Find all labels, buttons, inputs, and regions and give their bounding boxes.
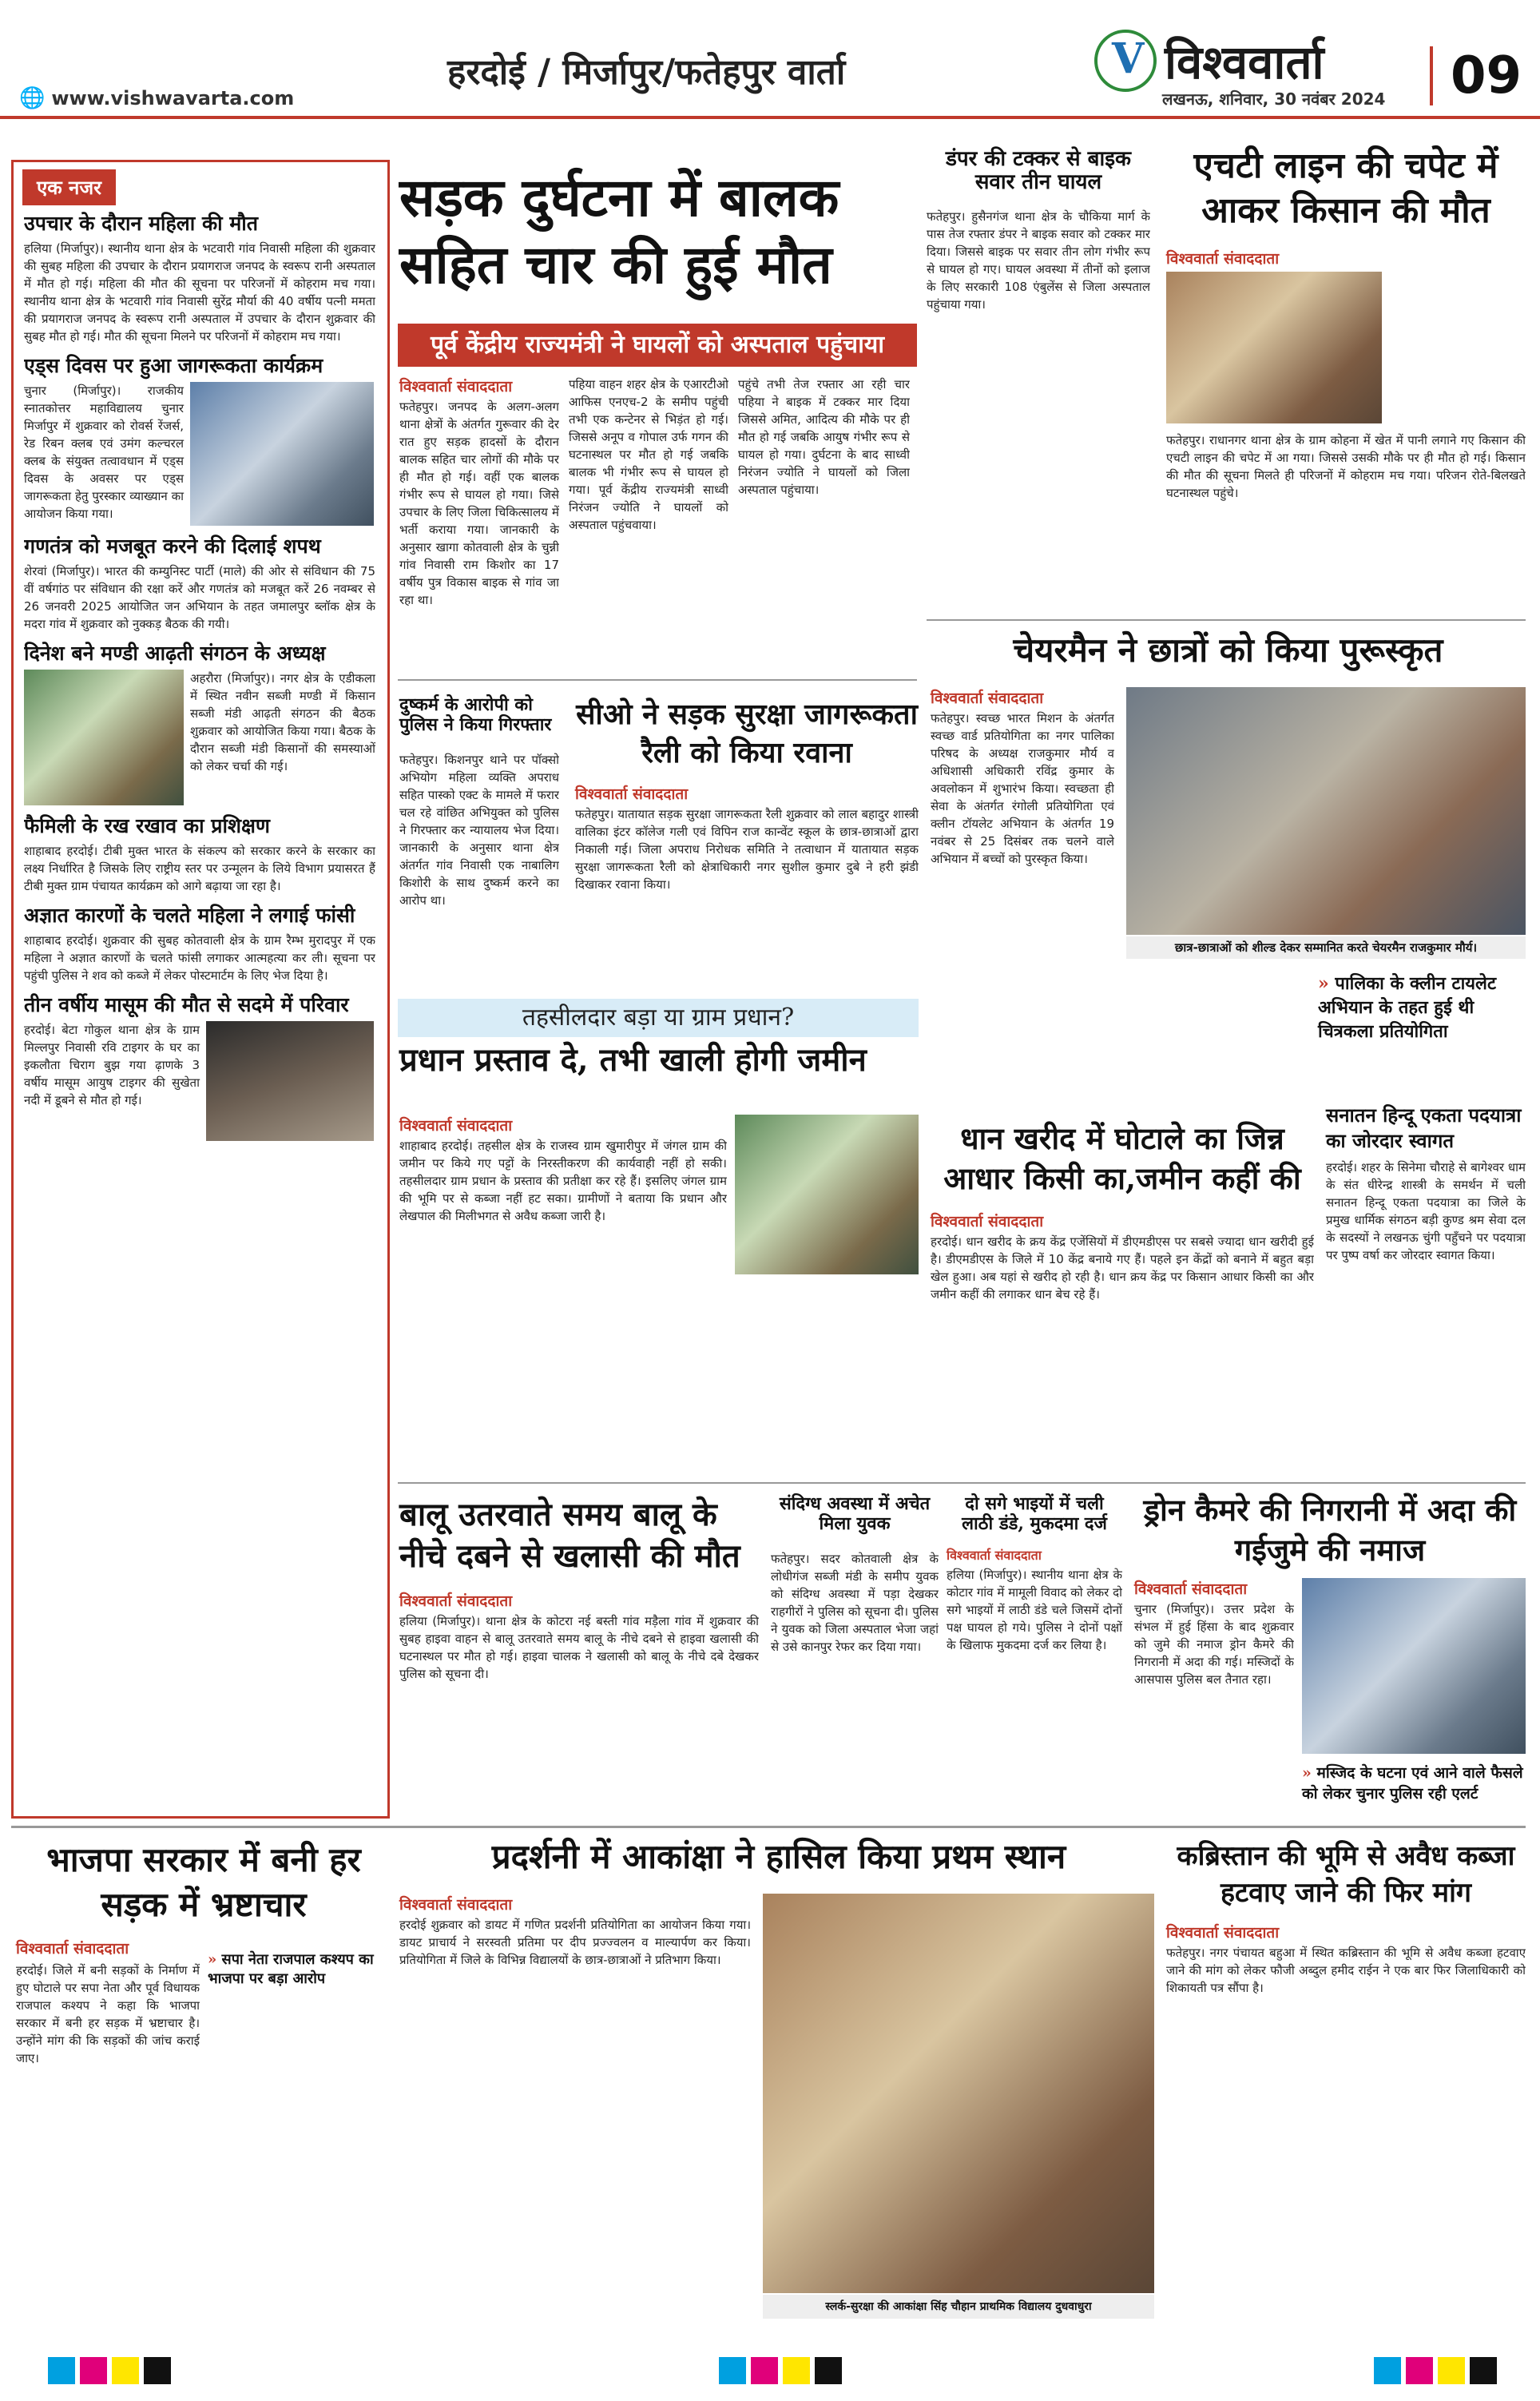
exhibition-body: हरदोई शुक्रवार को डायट में गणित प्रदर्शनी प्रतियोगिता का आयोजन किया गया। डायट प्राचार्य ने सरस्वती प्रतिमा पर दीप प्रज्ज्वलन व माल्यार्पण कर किया। प्रतियोगिता में जिले के विभिन्न विद्यालयों के छात्र-छात्राओं ने प्रतिभाग किया।: [399, 1918, 751, 1967]
exhibition-head: प्रदर्शनी में आकांक्षा ने हासिल किया प्रथम स्थान: [491, 1837, 1066, 1876]
drone-callout-text: मस्जिद के घटना एवं आने वाले फैसले को लेकर चुनार पुलिस रही एलर्ट: [1302, 1764, 1523, 1803]
dushkarm-body: फतेहपुर। किशनपुर थाने पर पॉक्सो अभियोग महिला व्यक्ति अपराध सहित पास्को एक्ट के मामले में फरार चल रहे वांछित अभियुक्त को पुलिस ने गिरफ्तार कर न्यायालय भेज दिया। जानकारी के अनुसार थाना क्षेत्र अंतर्गत गांव निवासी एक नाबालिग किशोरी के साथ दुष्कर्म करने का आरोप था।: [399, 753, 559, 908]
left-story-4-head: दिनेश बने मण्डी आढ़ती संगठन के अध्यक्ष: [24, 642, 326, 665]
exhibition-byline: विश्ववार्ता संवाददाता: [399, 1896, 513, 1914]
htline-byline: विश्ववार्ता संवाददाता: [1166, 250, 1280, 268]
chairman-body: फतेहपुर। स्वच्छ भारत मिशन के अंतर्गत स्वच्छ वार्ड प्रतियोगिता का नगर पालिका परिषद के अध्यक्ष राजकुमार मौर्य व अधिशासी अधिकारी रविंद्र कुमार के अवलोकन में शुभारंभ किया। स्वच्छता ही सेवा के अंतर्गत रंगोली प्रतियोगिता एवं क्लीन टॉयलेट अभियान के अंतर्गत 19 नवंबर से 25 दिसंबर तक चलने वाले अभियान में बच्चों को पुरस्कृत किया।: [931, 711, 1114, 866]
pradhan-kicker: तहसीलदार बड़ा या ग्राम प्रधान?: [398, 999, 919, 1037]
child-photo: [206, 1021, 374, 1141]
pradhan-body: शाहाबाद हरदोई। तहसील क्षेत्र के राजस्व ग्राम खुमारीपुर में जंगल ग्राम की जमीन पर किये गए पट्टों के निरस्तीकरण की कार्यवाही नहीं हो सकी। तहसीलदार ग्राम प्रधान के प्रस्ताव की प्रतीक्षा कर रहे हैं। इसलिए जंगल ग्राम की भूमि पर से कब्जा नहीं हट सका। ग्रामीणों ने बताया कि प्रधान और लेखपाल की मिलीभगत से अवैध कब्जा जारी है।: [399, 1139, 727, 1223]
black-swatch-3: [1470, 2357, 1497, 2384]
lead-byline: विश्ववार्ता संवाददाता: [399, 378, 513, 396]
chevron-right-icon: »: [208, 1951, 217, 1968]
section-divider-2: [927, 619, 1526, 621]
exhibition-photo-caption: स्लर्क-सुरक्षा की आकांक्षा सिंह चौहान प्राथमिक विद्यालय दुधवाधुरा: [763, 2295, 1154, 2319]
graveyard-head: कब्रिस्तान की भूमि से अवैध कब्जा हटवाए जाने की फिर मांग: [1177, 1840, 1515, 1909]
left-story-1-head: उपचार के दौरान महिला की मौत: [24, 212, 258, 235]
black-swatch: [144, 2357, 171, 2384]
website-link[interactable]: www.vishwavarta.com: [51, 87, 295, 109]
masthead: [0, 0, 1540, 120]
black-swatch-2: [815, 2357, 842, 2384]
left-story-6-head: अज्ञात कारणों के चलते महिला ने लगाई फांसी: [24, 904, 355, 927]
chevron-right-icon: »: [1318, 973, 1329, 994]
yellow-swatch-2: [783, 2357, 810, 2384]
graveyard-body: फतेहपुर। नगर पंचायत बहुआ में स्थित कब्रिस्तान की भूमि से अवैध कब्जा हटवाए जाने की मांग को लेकर फौजी अब्दुल हमीद राईन ने एक बार फिर जिलाधिकारी को शिकायती पत्र सौंपा है।: [1166, 1946, 1526, 1995]
co-rally-body: फतेहपुर। यातायात सड़क सुरक्षा जागरूकता रैली शुक्रवार को लाल बहादुर शास्त्री वालिका इंटर कॉलेज गली एवं विपिन राज कान्वेंट स्कूल के छात्र-छात्राओं द्वारा निकाली गई। जिला अपराध निरोधक समिति ने तत्वाधान में यातायात सड़क सुरक्षा जागरूकता रैली को क्षेत्राधिकारी नगर सुशील कुमार दुबे ने हरी झंडी दिखाकर रवाना किया।: [575, 807, 919, 892]
left-story-5-body: शाहाबाद हरदोई। टीबी मुक्त भारत के संकल्प को सरकार करने के सरकार का लक्ष्य निर्धारित है जिसके लिए राष्ट्रीय स्तर पर उन्मूलन के लिये विभाग प्रयासरत हैं टीबी मुक्त ग्राम पंचायत कार्यक्रम को आगे बढ़ाया जा रहा है।: [24, 844, 375, 893]
co-rally-byline: विश्ववार्ता संवाददाता: [575, 785, 689, 803]
left-story-7-head: तीन वर्षीय मासूम की मौत से सदमे में परिवार: [24, 993, 349, 1016]
lead-subhead: पूर्व केंद्रीय राज्यमंत्री ने घायलों को अस्पताल पहुंचाया: [398, 324, 917, 367]
bjp-callout-text: सपा नेता राजपाल कश्यप का भाजपा पर बड़ा आरोप: [208, 1951, 374, 1987]
cyan-swatch-2: [719, 2357, 746, 2384]
bjp-body: हरदोई। जिले में बनी सड़कों के निर्माण में हुए घोटाले पर सपा नेता और पूर्व विधायक राजपाल कश्यप ने कहा कि भाजपा सरकार में बनी हर सड़क में भ्रष्टाचार है। उन्होंने मांग की कि सड़कों की जांच कराई जाए।: [16, 1963, 200, 2065]
chairman-byline: विश्ववार्ता संवाददाता: [931, 690, 1044, 707]
left-story-7-body: हरदोई। बेटा गोकुल थाना क्षेत्र के ग्राम मिल्लपुर निवासी रवि टाइगर के घर का इकलौता चिराग बुझ गया ढ़ाणके 3 वर्षीय मासूम आयुष टाइगर की सुखेता नदी में डूबने से मौत हो गई।: [24, 1023, 200, 1107]
aids-day-photo: [190, 382, 374, 526]
chairman-photo-caption: छात्र-छात्राओं को शील्ड देकर सम्मानित करते चेयरमैन राजकुमार मौर्य।: [1126, 936, 1526, 959]
section-title: हरदोई / मिर्जापुर/फतेहपुर वार्ता: [447, 52, 846, 93]
co-rally-head: सीओ ने सड़क सुरक्षा जागरूकता रैली को किया रवाना: [576, 698, 918, 769]
drone-namaz-photo: [1302, 1578, 1526, 1754]
dushkarm-head: दुष्कर्म के आरोपी को पुलिस ने किया गिरफ्तार: [399, 694, 552, 735]
brothers-byline: विश्ववार्ता संवाददाता: [947, 1548, 1042, 1563]
ek-nazar-label: एक नजर: [22, 169, 116, 205]
exhibition-photo: [763, 1894, 1154, 2293]
drone-byline: विश्ववार्ता संवाददाता: [1134, 1580, 1248, 1598]
left-story-5-head: फैमिली के रख रखाव का प्रशिक्षण: [24, 814, 270, 837]
youth-head: संदिग्ध अवस्था में अचेत मिला युवक: [779, 1493, 931, 1534]
htline-body: फतेहपुर। राधानगर थाना क्षेत्र के ग्राम कोहना में खेत में पानी लगाने गए किसान की एचटी लाइन की चपेट में आ गया। जिससे उसकी मौके पर ही मौत हो गई। किसान की मौत की सूचना मिलते ही परिजनों में कोहराम मच गया। परिजन रोते-बिलखते घटनास्थल पहुंचे।: [1166, 433, 1526, 500]
lead-col-1: फतेहपुर। जनपद के अलग-अलग थाना क्षेत्रों के अंतर्गत गुरूवार की देर रात हुए सड़क हादसों के दौरान बालक सहित चार लोगों की मौके पर ही मौत हो गई। वहीं एक बालक गंभीर रूप से घायल हो गया। जिसे उपचार के लिए जिला चिकित्सालय में भर्ती कराया गया। जानकारी के अनुसार खागा कोतवाली क्षेत्र के चुन्नी गांव निवासी राम किशोर का 17 वर्षीय पुत्र विकास बाइक से गांव जा रहा था।: [399, 400, 559, 607]
magenta-swatch-3: [1406, 2357, 1433, 2384]
left-story-2-head: एड्स दिवस पर हुआ जागरूकता कार्यक्रम: [24, 354, 323, 377]
print-color-bar: [0, 2357, 1540, 2389]
dumper-body: फतेहपुर। हुसैनगंज थाना क्षेत्र के चौकिया मार्ग के पास तेज रफ्तार डंपर ने बाइक सवार को टक्कर मार दिया। जिससे बाइक पर सवार तीन लोग गंभीर रूप से घायल हो गए। घायल अवस्था में तीनों को इलाज के लिए सरकारी 108 एंबुलेंस से जिला अस्पताल पहुंचाया गया।: [927, 209, 1150, 312]
pradhan-byline: विश्ववार्ता संवाददाता: [399, 1117, 513, 1135]
brothers-head: दो सगे भाइयों में चली लाठी डंडे, मुकदमा दर्ज: [962, 1493, 1107, 1534]
htline-head: एचटी लाइन की चपेट में आकर किसान की मौत: [1193, 145, 1498, 231]
sand-byline: विश्ववार्ता संवाददाता: [399, 1592, 513, 1610]
mandi-meeting-photo: [24, 670, 184, 805]
chevron-right-icon: »: [1302, 1764, 1312, 1782]
cyan-swatch-3: [1374, 2357, 1401, 2384]
brand-name: विश्ववार्ता: [1165, 35, 1324, 89]
left-story-3-body: शेरवां (मिर्जापुर)। भारत की कम्युनिस्ट पार्टी (माले) की ओर से संविधान की 75 वीं वर्षगांठ पर संविधान की रक्षा करें और गणतंत्र को मजबूत करें 26 नवम्बर से 26 जनवरी 2025 आयोजित जन अभियान के तहत जमालपुर ब्लॉक क्षेत्र के मदरा गांव में शुक्रवार को नुक्कड़ बैठक की गयी।: [24, 564, 375, 631]
left-story-1-body: हलिया (मिर्जापुर)। स्थानीय थाना क्षेत्र के भटवारी गांव निवासी महिला की शुक्रवार की सुबह महिला की उपचार के दौरान प्रयागराज जनपद के स्वरूप रानी अस्पताल में मौत हो गई। महिला की मौत की सूचना पर परिजनों में कोहराम मच गया। स्थानीय थाना क्षेत्र के भटवारी गांव निवासी सुरेंद्र मौर्या की 40 वर्षीय पत्नी ममता की प्रयागराज जनपद के स्वरूप रानी अस्पताल में उपचार के दौरान शुक्रवार की सुबह मौत हो गई। मौत की सूचना मिलने पर परिजनों में कोहराम मच गया।: [24, 241, 375, 344]
chairman-head: चेयरमैन ने छात्रों को किया पुरूस्कृत: [1013, 630, 1443, 670]
graveyard-byline: विश्ववार्ता संवाददाता: [1166, 1924, 1280, 1942]
brand-logo: [1094, 29, 1324, 92]
chairman-callout: [1318, 971, 1526, 1043]
ek-nazar-tag: [22, 169, 116, 205]
pradhan-head: प्रधान प्रस्ताव दे, तभी खाली होगी जमीन: [399, 1041, 867, 1079]
left-column: [24, 209, 375, 1807]
bjp-head: भाजपा सरकार में बनी हर सड़क में भ्रष्टाचार: [46, 1840, 361, 1924]
paddy-body: हरदोई। धान खरीद के क्रय केंद्र एजेंसियों में डीएमडीएस पर सबसे ज्यादा धान खरीदी हुई है। डीएमडीएस के जिले में 10 केंद्र बनाये गए हैं। पहले इन केंद्रों को बनाने में बहुत बड़ा खेल हुआ। अब यहां से खरीद हो रही है। धान क्रय केंद्र पर किसान आधार किसी का और जमीन कहीं की लगाकर धान बेच रहे हैं।: [931, 1234, 1314, 1302]
section-divider-3: [398, 1482, 1526, 1484]
section-divider-4: [11, 1826, 1526, 1828]
drone-callout: [1302, 1762, 1526, 1803]
sanatan-head: सनातन हिन्दू एकता पदयात्रा का जोरदार स्वागत: [1326, 1103, 1522, 1152]
bjp-callout: [208, 1950, 391, 1988]
dateline: लखनऊ, शनिवार, 30 नवंबर 2024: [1162, 89, 1386, 109]
land-photo: [735, 1115, 919, 1274]
bjp-byline: विश्ववार्ता संवाददाता: [16, 1940, 129, 1958]
yellow-swatch: [112, 2357, 139, 2384]
paddy-byline: विश्ववार्ता संवाददाता: [931, 1213, 1044, 1230]
youth-body: फतेहपुर। सदर कोतवाली क्षेत्र के लोधीगंज सब्जी मंडी के समीप युवक को संदिग्ध अवस्था में पड़ा देखकर राहगीरों ने पुलिस को सूचना दी। पुलिस ने युवक को जिला अस्पताल भेजा जहां से उसे कानपुर रेफर कर दिया गया।: [771, 1552, 939, 1654]
sanatan-body: हरदोई। शहर के सिनेमा चौराहे से बागेश्वर धाम के संत धीरेन्द्र शास्त्री के समर्थन में चली सनातन हिन्दू एकता पदयात्रा का जिले के प्रमुख धार्मिक संगठन बड़ी कुण्ड श्रम सेवा दल के सदस्यों ने लखनऊ चुंगी पहुँचने पर पदयात्रा पर पुष्प वर्षा कर जोरदार स्वागत किया।: [1326, 1160, 1526, 1262]
drone-body: चुनार (मिर्जापुर)। उत्तर प्रदेश के संभल में हुई हिंसा के बाद शुक्रवार को जुमे की नमाज ड्रोन कैमरे की निगरानी में अदा की गई। मस्जिदों के आसपास पुलिस बल तैनात रहा।: [1134, 1602, 1294, 1687]
website-row: [19, 86, 294, 110]
yellow-swatch-3: [1438, 2357, 1465, 2384]
sand-head: बालू उतरवाते समय बालू के नीचे दबने से खलासी की मौत: [399, 1496, 740, 1575]
paddy-head: धान खरीद में घोटाले का जिन्न आधार किसी का,जमीन कहीं की: [943, 1120, 1301, 1196]
lead-col-3: पहुंचे तभी तेज रफ्तार आ रही चार पहिया ने बाइक में टक्कर मार दिया जिससे अमित, आदित्य की मौके पर ही मौत हो गई जबकि आयुष गंभीर रूप से घायल हो गया। दुर्घटना के बाद साध्वी निरंजन ज्योति ने घायलों को जिला अस्पताल पहुंचाया।: [738, 377, 910, 497]
section-divider-1: [398, 679, 917, 681]
sand-body: हलिया (मिर्जापुर)। थाना क्षेत्र के कोटरा नई बस्ती गांव मड़ैला गांव में शुक्रवार की सुबह हाइवा वाहन से बालू उतरवाते समय बालू के नीचे दबने से हाइवा खलासी की घटनास्थल पर मौत हो गई। हाइवा चालक ने खलासी को बालू के नीचे दबे देखकर पुलिस को सूचना दी।: [399, 1614, 759, 1681]
cyan-swatch: [48, 2357, 75, 2384]
magenta-swatch: [80, 2357, 107, 2384]
left-story-3-head: गणतंत्र को मजबूत करने की दिलाई शपथ: [24, 535, 321, 558]
brothers-body: हलिया (मिर्जापुर)। स्थानीय थाना क्षेत्र के कोटार गांव में मामूली विवाद को लेकर दो सगे भाइयों में लाठी डंडे चले जिसमें दोनों पक्ष घायल हो गये। पुलिस ने दोनों पक्षों के खिलाफ मुकदमा दर्ज कर लिया है।: [947, 1568, 1122, 1652]
chairman-award-photo: [1126, 687, 1526, 935]
left-story-4-body: अहरौरा (मिर्जापुर)। नगर क्षेत्र के एडीकला में स्थित नवीन सब्जी मण्डी में किसान सब्जी मंडी आढ़ती संगठन की बैठक शुक्रवार को आयोजित किया गया। बैठक के दौरान सब्जी मंडी किसानों की समस्याओं को लेकर चर्चा की गई।: [190, 671, 375, 773]
globe-icon: 🌐: [19, 86, 46, 110]
ht-line-photo: [1166, 272, 1382, 423]
dumper-head: डंपर की टक्कर से बाइक सवार तीन घायल: [946, 147, 1131, 195]
left-story-2-body: चुनार (मिर्जापुर)। राजकीय स्नातकोत्तर महाविद्यालय चुनार मिर्जापुर में शुक्रवार को रोवर्स रेंजर्स, रेड रिबन क्लब एवं उमंग कल्चरल क्लब के संयुक्त तत्वावधान में एड्स दिवस के अवसर पर एड्स जागरूकता हेतु पुरस्कार व्याख्यान का आयोजन किया गया।: [24, 384, 184, 521]
page-number: 09: [1430, 46, 1522, 105]
header-rule: [0, 116, 1540, 119]
lead-col-2: पहिया वाहन शहर क्षेत्र के एआरटीओ आफिस एनएच-2 के समीप पहुंची तभी एक कन्टेनर से भिड़ंत हो गई। जिससे अनूप व गोपाल उर्फ गगन की घटनास्थल पर मौत हो गई जबकि बालक भी गंभीर रूप से घायल हो गया। पूर्व केंद्रीय राज्यमंत्री साध्वी निरंजन ज्योति ने घायलों को अस्पताल पहुंचवाया।: [569, 377, 728, 532]
left-story-6-body: शाहाबाद हरदोई। शुक्रवार की सुबह कोतवाली क्षेत्र के ग्राम रैम्भ मुरादपुर में एक महिला ने अज्ञात कारणों के चलते फांसी लगाकर आत्महत्या कर ली। सूचना पर पहुंची पुलिस ने शव को कब्जे में लेकर पोस्टमार्टम के लिए भेज दिया है।: [24, 933, 375, 983]
magenta-swatch-2: [751, 2357, 778, 2384]
chairman-callout-text: पालिका के क्लीन टायलेट अभियान के तहत हुई थी चित्रकला प्रतियोगिता: [1318, 973, 1497, 1042]
drone-head: ड्रोन कैमरे की निगरानी में अदा की गईजुमे की नमाज: [1143, 1492, 1517, 1568]
brand-logo-icon: [1094, 30, 1157, 92]
lead-headline: सड़क दुर्घटना में बालक सहित चार की हुई मौत: [399, 166, 839, 296]
